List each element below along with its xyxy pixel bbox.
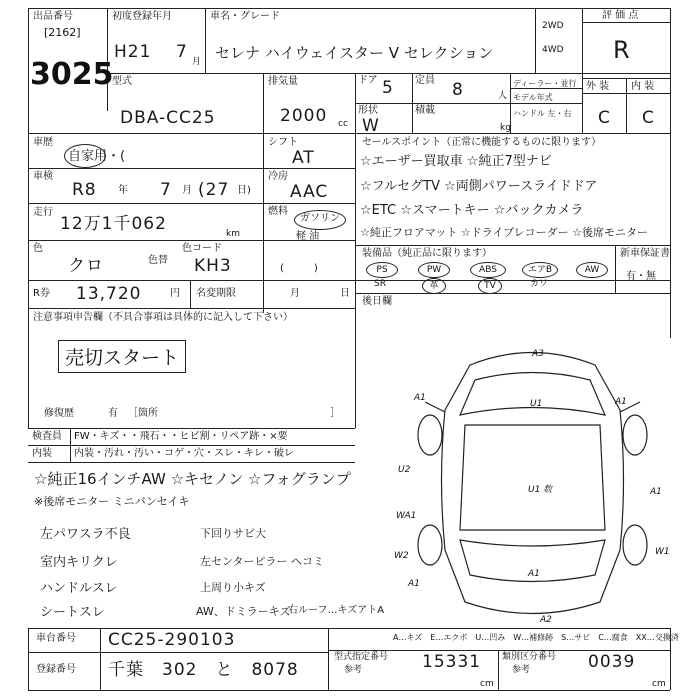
- recycle-value: 13,720: [76, 284, 142, 304]
- name-label: 車名・グレード: [210, 11, 280, 22]
- notes-label: 注意事項申告欄（不具合事項は具体的に記入して下さい）: [33, 312, 293, 323]
- recycle-label: R券: [33, 288, 50, 299]
- model-label: 型式: [112, 76, 132, 87]
- capacity-value: 8: [452, 80, 464, 100]
- grid-line: [510, 103, 582, 104]
- kg-unit: kg: [500, 123, 511, 133]
- inspector-label: 検査員: [32, 431, 62, 442]
- displacement-label: 排気量: [268, 76, 298, 87]
- grid-line: [498, 650, 499, 690]
- grid-line: [28, 462, 355, 463]
- cooler-label: 冷房: [268, 171, 288, 182]
- repair-place: ［箇所: [128, 408, 158, 419]
- grid-line: [582, 93, 670, 94]
- chassis-label: 車台番号: [36, 633, 76, 644]
- month-unit: 月: [192, 57, 202, 67]
- cooler-value: AAC: [290, 182, 329, 202]
- history-label: 車歴: [33, 137, 53, 148]
- color-label: 色: [33, 243, 43, 254]
- inspection-label: 車検: [33, 171, 53, 182]
- name-value: セレナ ハイウェイスター V セレクション: [215, 44, 494, 62]
- grid-line: [355, 293, 356, 428]
- damage-mark: A2: [540, 615, 552, 625]
- damage-mark: U1 数: [528, 485, 553, 495]
- cc-unit: cc: [338, 119, 348, 129]
- grid-line: [100, 628, 101, 690]
- cm-unit-2: cm: [652, 679, 666, 689]
- title-month: 月: [290, 288, 300, 299]
- interior-row-items: 内装・汚れ・汚い・コゲ・穴・スレ・キレ・破レ: [74, 448, 294, 459]
- cm-unit: cm: [480, 679, 494, 689]
- damage-mark: W1: [655, 547, 670, 557]
- selling-line: ☆純正フロアマット ☆ドライブレコーダー ☆後席モニター: [360, 226, 649, 239]
- model-value: DBA-CC25: [120, 108, 216, 128]
- warranty-value: 有・無: [626, 271, 656, 282]
- remark-line: AW、ドミラーキズ: [196, 605, 291, 618]
- shape-label: 形状: [358, 105, 378, 116]
- ref-label-2: 参考: [512, 665, 531, 675]
- drive-2wd: 2WD: [542, 21, 564, 31]
- grid-line: [28, 308, 355, 309]
- reg-label: 登録番号: [36, 664, 76, 675]
- grid-line: [626, 78, 627, 133]
- wheel-front-right: [623, 415, 647, 455]
- grid-line: [28, 168, 355, 169]
- remark-line: 上周り小キズ: [200, 581, 266, 594]
- grid-line: [28, 690, 670, 691]
- color-tone-label: 色替: [148, 255, 168, 266]
- wheel-rear-left: [418, 525, 442, 565]
- grid-line: [205, 8, 206, 73]
- km-unit: km: [226, 229, 240, 239]
- grid-line: [535, 8, 536, 73]
- car-roof: [460, 425, 605, 530]
- frame-top: [28, 8, 670, 9]
- wheel-front-left: [418, 415, 442, 455]
- damage-mark: A1: [528, 569, 540, 579]
- grid-line: [355, 133, 356, 313]
- grid-line: [190, 280, 191, 308]
- repair-label: 修復歴: [44, 408, 74, 419]
- model-year-label: モデル年式: [513, 93, 553, 102]
- interior-label: 内 装: [631, 81, 655, 92]
- damage-mark: U2: [398, 465, 411, 475]
- damage-mark: W2: [394, 551, 409, 561]
- inspection-year: R8: [72, 180, 97, 200]
- wheel-rear-right: [623, 525, 647, 565]
- remark-line: 左センターピラー ヘコミ: [200, 555, 325, 568]
- equip-pw: PW: [418, 262, 450, 278]
- damage-mark: A1: [650, 487, 662, 497]
- grid-line: [510, 88, 582, 89]
- lot-code: [2162]: [44, 26, 81, 39]
- remark-line: 右ルーフ…キズアトA: [288, 605, 385, 616]
- equip-tv: TV: [478, 278, 502, 294]
- grid-line: [28, 280, 670, 281]
- frame-right: [670, 8, 671, 338]
- selling-line: ☆フルセグTV ☆両側パワースライドドア: [360, 179, 598, 194]
- mileage-label: 走行: [33, 207, 53, 218]
- warranty-label: 新車保証書: [620, 248, 670, 259]
- equip-sr: SR: [374, 279, 386, 289]
- selling-line: ☆ETC ☆スマートキー ☆バックカメラ: [360, 203, 584, 218]
- shift-value: AT: [292, 148, 315, 168]
- equip-aw: AW: [576, 262, 608, 278]
- after-label: 後日欄: [362, 296, 392, 307]
- equipment-label: 装備品（純正品に限ります）: [362, 248, 492, 259]
- paren: ( ): [280, 263, 318, 274]
- equip-airbag: エアB: [522, 262, 558, 278]
- damage-mark: A1: [615, 397, 627, 407]
- grid-line: [28, 628, 670, 629]
- damage-mark: A1: [414, 393, 426, 403]
- grid-line: [107, 73, 670, 74]
- repair-has: 有: [108, 408, 118, 419]
- remark-line: ハンドルスレ: [40, 581, 118, 596]
- grid-line: [28, 133, 670, 134]
- frame-left: [28, 8, 29, 428]
- color-code-label: 色コード: [182, 243, 222, 254]
- inspector-items: FW・キズ・・飛石・・ヒビ割・リペア跡・×要: [74, 431, 288, 442]
- grid-line: [28, 628, 29, 690]
- exterior-value: C: [598, 108, 611, 128]
- type-cert-label: 型式指定番号: [334, 652, 389, 662]
- grid-line: [28, 445, 355, 446]
- grid-line: [328, 650, 670, 651]
- remark-line: ☆純正16インチAW ☆キセノン ☆フォグランプ: [34, 470, 351, 488]
- remark-line: ※後席モニター ミニバンセイキ: [34, 495, 190, 508]
- diagram-legend: A…キズ E…エクボ U…凹み W…補修跡 S…サビ C…腐食 XX…交換済: [393, 633, 679, 642]
- grid-line: [582, 8, 583, 133]
- title-deadline-label: 名変期限: [196, 288, 236, 299]
- title-day: 日: [340, 288, 350, 299]
- reg-value: 千葉 302 と 8078: [108, 660, 299, 680]
- handle-label: ハンドル 左・右: [513, 109, 572, 118]
- equip-ps: PS: [366, 262, 398, 278]
- grid-line: [70, 428, 71, 462]
- repair-close: ］: [330, 408, 340, 419]
- first-reg-label: 初度登録年月: [112, 11, 172, 22]
- yen-unit: 円: [170, 288, 180, 299]
- shape-value: W: [362, 116, 380, 136]
- class-value: 0039: [588, 652, 636, 672]
- damage-mark: A3: [532, 349, 544, 359]
- exterior-label: 外 装: [586, 81, 610, 92]
- selling-line: ☆エーザー買取車 ☆純正7型ナビ: [360, 154, 552, 169]
- capacity-label: 定員: [415, 75, 435, 86]
- persons-unit: 人: [498, 91, 508, 101]
- class-label: 類別区分番号: [502, 652, 557, 662]
- first-reg-value: H21: [114, 42, 152, 62]
- lot-number: 3025: [30, 57, 114, 92]
- remark-line: シートスレ: [40, 605, 105, 620]
- grid-line: [328, 628, 329, 690]
- chassis-value: CC25-290103: [108, 630, 236, 650]
- remark-line: 下回りサビ大: [200, 527, 266, 540]
- history-value: 自家用・(: [68, 149, 126, 164]
- equip-kawa: カワ: [530, 279, 549, 289]
- grade-label: 評 価 点: [602, 10, 639, 21]
- equip-abs: ABS: [470, 262, 506, 278]
- doors-label: ドア: [358, 75, 378, 86]
- interior-value: C: [642, 108, 655, 128]
- mirror-left: [425, 402, 445, 412]
- displacement-value: 2000: [280, 106, 328, 126]
- grid-line: [615, 245, 616, 293]
- selling-label: セールスポイント（正常に機能するものに限ります）: [362, 137, 602, 148]
- grade-value: R: [613, 36, 631, 64]
- dealer-label: ディーラー・並行: [513, 79, 577, 88]
- lot-label: 出品番号: [33, 11, 73, 22]
- grid-line: [28, 203, 355, 204]
- inspection-month-unit: 月: [182, 185, 192, 196]
- fuel-gas: ガソリン: [300, 213, 340, 224]
- color-code-value: KH3: [194, 256, 232, 276]
- grid-line: [355, 103, 510, 104]
- grid-line: [582, 22, 670, 23]
- fuel-diesel: 軽 油: [296, 231, 320, 242]
- drive-4wd: 4WD: [542, 45, 564, 55]
- inspection-day: (27: [198, 180, 230, 200]
- load-label: 積載: [415, 105, 435, 116]
- remark-line: 室内キリクレ: [40, 555, 118, 570]
- damage-mark: A1: [408, 579, 420, 589]
- damage-mark: WA1: [396, 511, 417, 521]
- grid-line: [28, 428, 355, 429]
- remark-line: 左パワスラ不良: [40, 527, 131, 542]
- ref-label: 参考: [344, 665, 363, 675]
- equip-leather: 革: [422, 278, 446, 294]
- grid-line: [263, 73, 264, 313]
- damage-mark: U1: [530, 399, 543, 409]
- inspection-month: 7: [160, 180, 172, 200]
- inspection-year-unit: 年: [118, 185, 128, 196]
- grid-line: [28, 652, 328, 653]
- color-value: クロ: [68, 256, 104, 276]
- car-damage-diagram: [395, 340, 670, 625]
- doors-value: 5: [382, 78, 394, 98]
- inspection-day-unit: 日): [237, 185, 251, 196]
- mileage-value: 12万1千062: [60, 214, 167, 234]
- grid-line: [355, 293, 670, 294]
- grid-line: [355, 245, 670, 246]
- fuel-label: 燃料: [268, 206, 288, 217]
- type-cert-value: 15331: [422, 652, 482, 672]
- shift-label: シフト: [268, 137, 298, 148]
- sell-stamp: 売切スタート: [58, 340, 186, 373]
- first-reg-month: 7: [176, 42, 188, 62]
- interior-row-label: 内装: [32, 448, 52, 459]
